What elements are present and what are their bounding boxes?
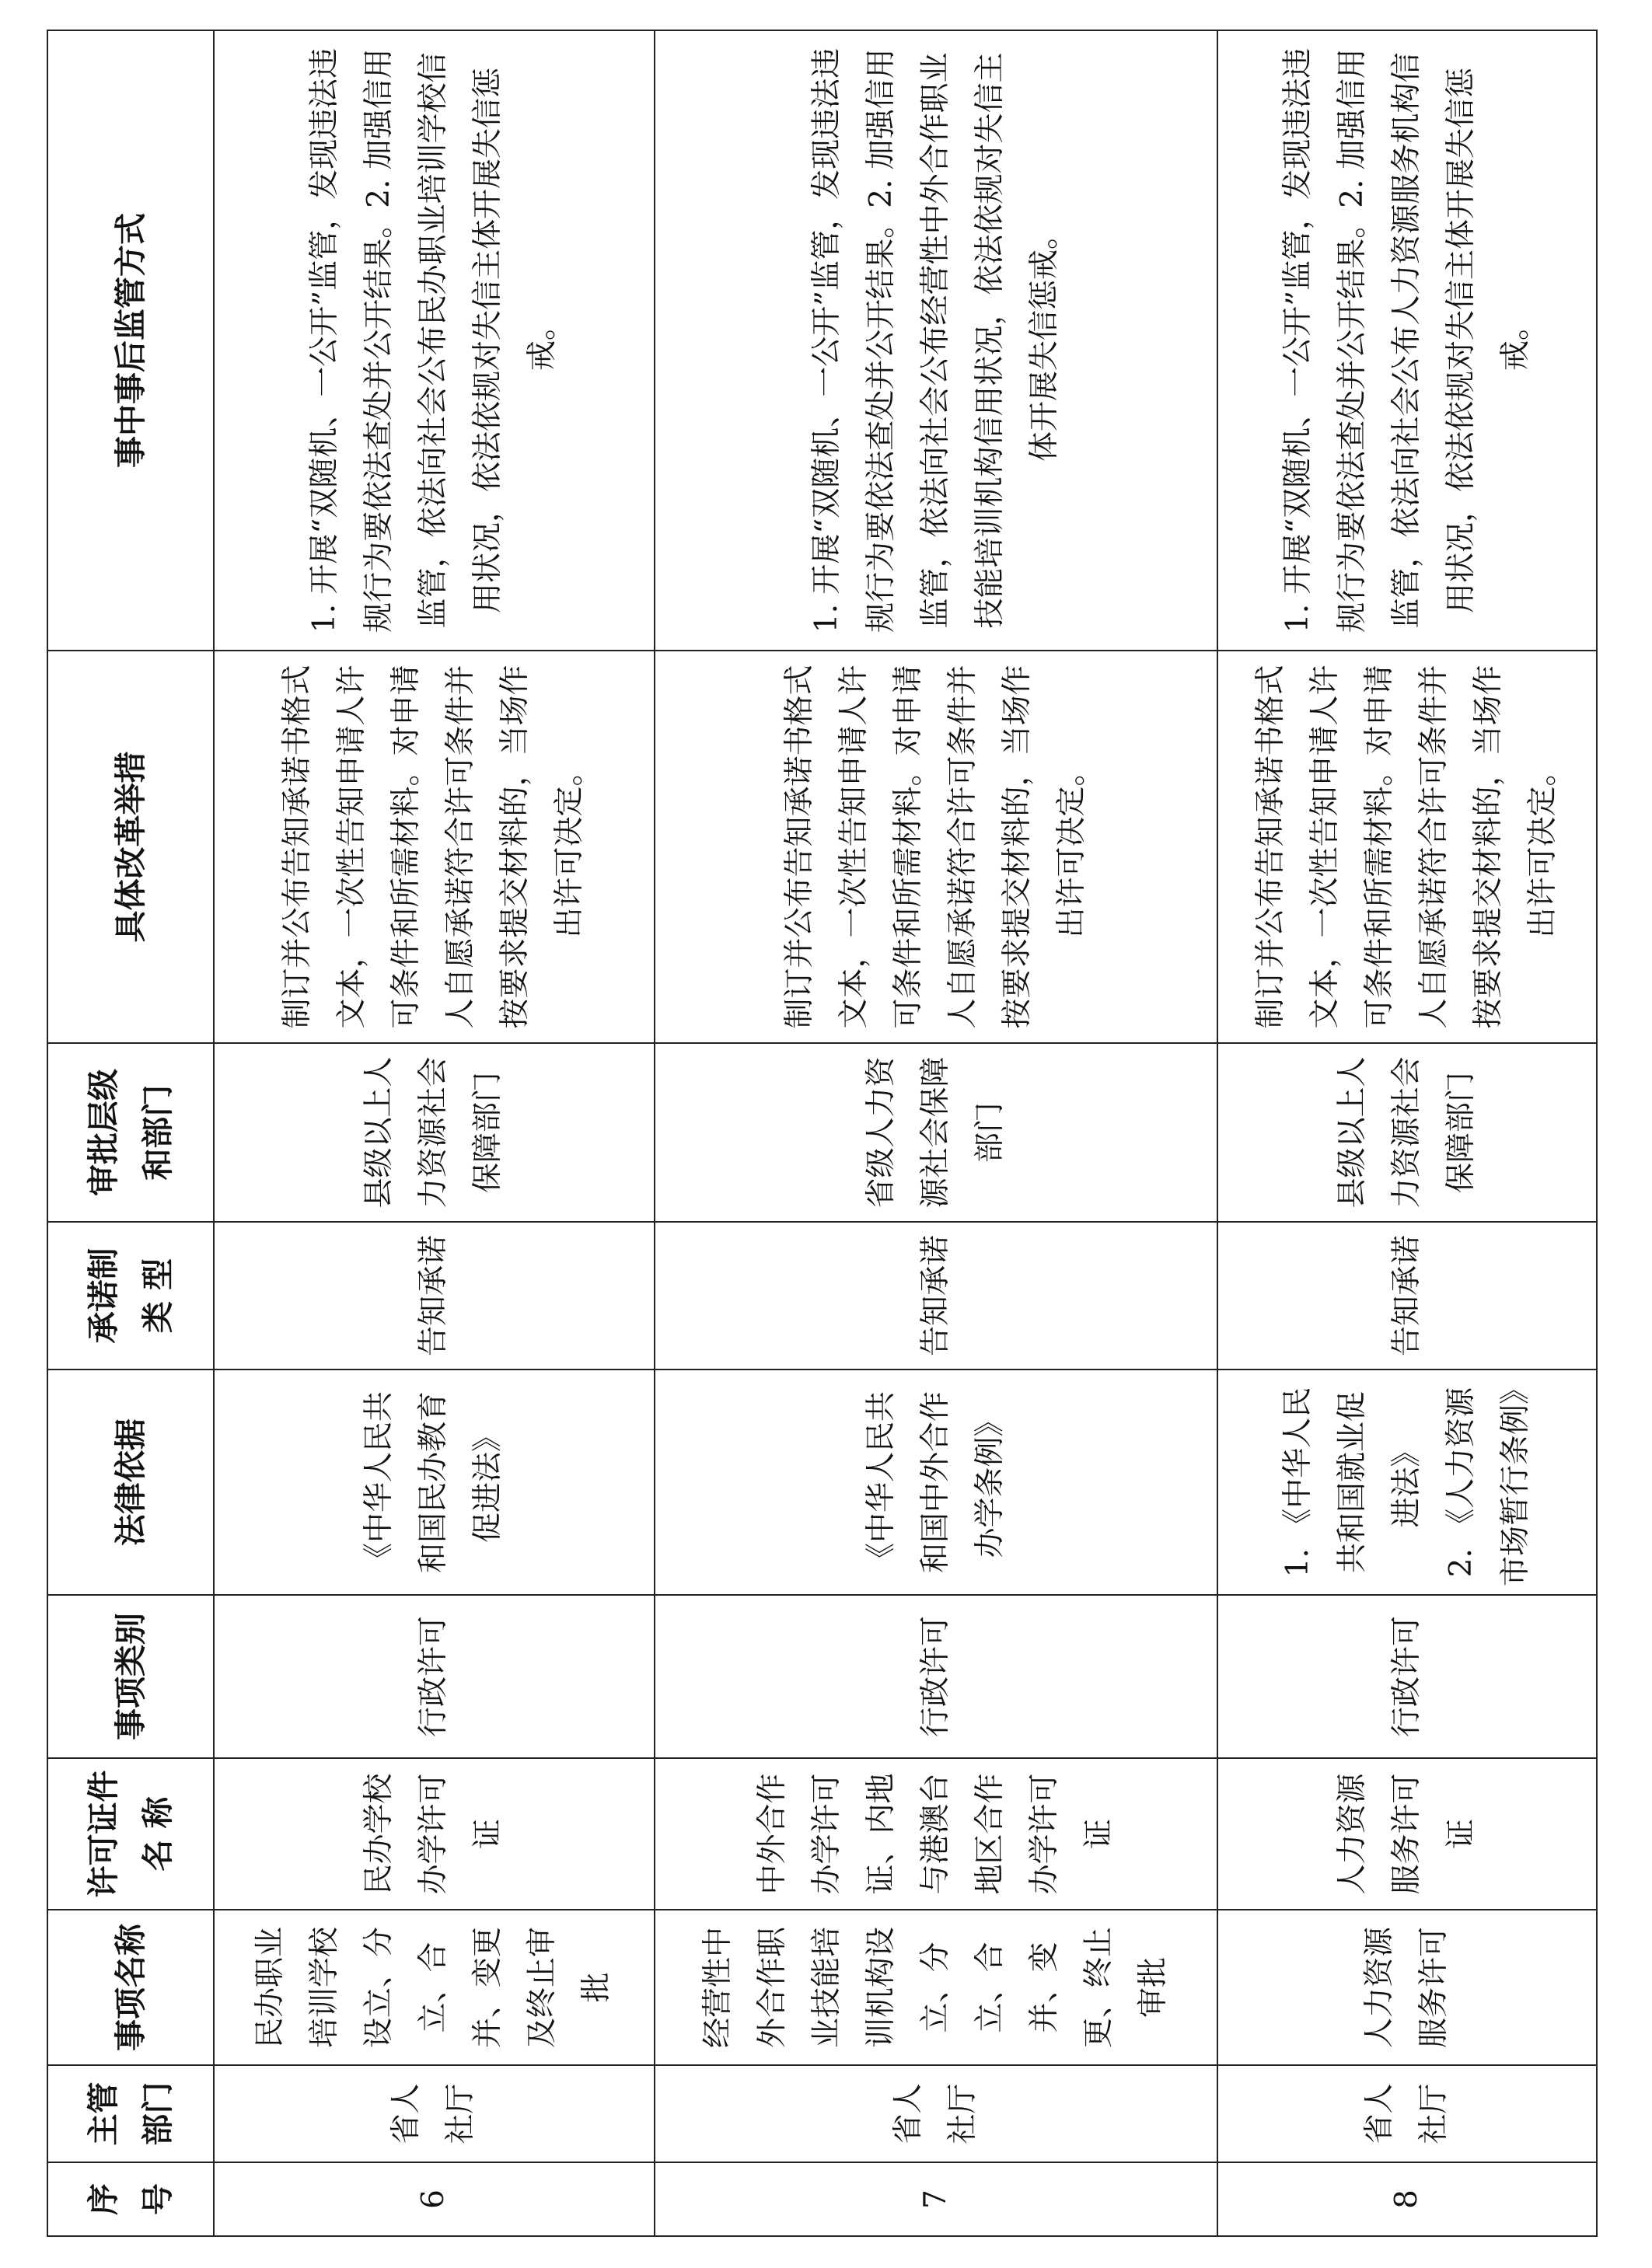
header-reform-measures: 具体改革举措 [47, 651, 214, 1043]
cell-commitment-type: 告知承诺 [655, 1222, 1217, 1370]
header-commitment-type: 承诺制 类 型 [47, 1222, 214, 1370]
cell-supervision: 1. 开展“双随机、一公开”监管，发现违法违规行为要依法查处并公开结果。2. 加强信用监管，依法向社会公布经营性中外合作职业技能培训机构信用状况，依法依规对失信主体开展失信惩戒。 [655, 30, 1217, 651]
header-seq: 序 号 [47, 2162, 214, 2236]
header-row [47, 30, 214, 2236]
cell-category: 行政许可 [1217, 1595, 1597, 1758]
header-approval-level: 审批层级 和部门 [47, 1043, 214, 1222]
cell-legal-basis [1217, 1370, 1597, 1595]
cell-category: 行政许可 [214, 1595, 655, 1758]
cell-supervision: 1. 开展“双随机、一公开”监管，发现违法违规行为要依法查处并公开结果。2. 加强信用监管，依法向社会公布民办职业培训学校信用状况，依法依规对失信主体开展失信惩戒。 [214, 30, 655, 651]
cell-seq: 8 [1217, 2162, 1597, 2236]
reform-items-table [47, 30, 1598, 2237]
legal-basis-line: 1. 《中华人民共和国就业促进法》 [1280, 1387, 1424, 1578]
header-item-name: 事项名称 [47, 1910, 214, 2065]
cell-category: 行政许可 [655, 1595, 1217, 1758]
table-row [214, 30, 655, 2236]
header-supervision: 事中事后监管方式 [47, 30, 214, 651]
cell-legal-basis: 《中华人民共和国民办教育促进法》 [214, 1370, 655, 1595]
cell-commitment-type: 告知承诺 [1217, 1222, 1597, 1370]
cell-license-name: 人力资源服务许可证 [1217, 1758, 1597, 1910]
cell-item-name: 人力资源服务许可 [1217, 1910, 1597, 2065]
cell-dept: 省人社厅 [655, 2065, 1217, 2162]
cell-dept: 省人社厅 [1217, 2065, 1597, 2162]
cell-approval-level: 县级以上人力资源社会保障部门 [214, 1043, 655, 1222]
table-row [655, 30, 1217, 2236]
cell-license-name: 中外合作办学许可证、内地与港澳台地区合作办学许可证 [655, 1758, 1217, 1910]
cell-supervision: 1. 开展“双随机、一公开”监管，发现违法违规行为要依法查处并公开结果。2. 加强信用监管，依法向社会公布人力资源服务机构信用状况，依法依规对失信主体开展失信惩戒。 [1217, 30, 1597, 651]
header-legal-basis: 法律依据 [47, 1370, 214, 1595]
cell-item-name: 民办职业培训学校设立、分立、合并、变更及终止审批 [214, 1910, 655, 2065]
cell-seq: 7 [655, 2162, 1217, 2236]
cell-reform-measures: 制订并公布告知承诺书格式文本，一次性告知申请人许可条件和所需材料。对申请人自愿承诺符合许可条件并按要求提交材料的，当场作出许可决定。 [214, 651, 655, 1043]
cell-approval-level: 县级以上人力资源社会保障部门 [1217, 1043, 1597, 1222]
cell-reform-measures: 制订并公布告知承诺书格式文本，一次性告知申请人许可条件和所需材料。对申请人自愿承诺符合许可条件并按要求提交材料的，当场作出许可决定。 [1217, 651, 1597, 1043]
table-row [1217, 30, 1597, 2236]
cell-seq: 6 [214, 2162, 655, 2236]
cell-item-name: 经营性中外合作职业技能培训机构设立、分立、合并、变更、终止审批 [655, 1910, 1217, 2065]
header-category: 事项类别 [47, 1595, 214, 1758]
cell-commitment-type: 告知承诺 [214, 1222, 655, 1370]
cell-reform-measures: 制订并公布告知承诺书格式文本，一次性告知申请人许可条件和所需材料。对申请人自愿承诺符合许可条件并按要求提交材料的，当场作出许可决定。 [655, 651, 1217, 1043]
cell-license-name: 民办学校办学许可证 [214, 1758, 655, 1910]
cell-approval-level: 省级人力资源社会保障部门 [655, 1043, 1217, 1222]
legal-basis-line: 2. 《人力资源市场暂行条例》 [1443, 1373, 1533, 1586]
header-dept: 主管 部门 [47, 2065, 214, 2162]
cell-legal-basis: 《中华人民共和国中外合作办学条例》 [655, 1370, 1217, 1595]
cell-dept: 省人社厅 [214, 2065, 655, 2162]
header-license-name: 许可证件 名 称 [47, 1758, 214, 1910]
